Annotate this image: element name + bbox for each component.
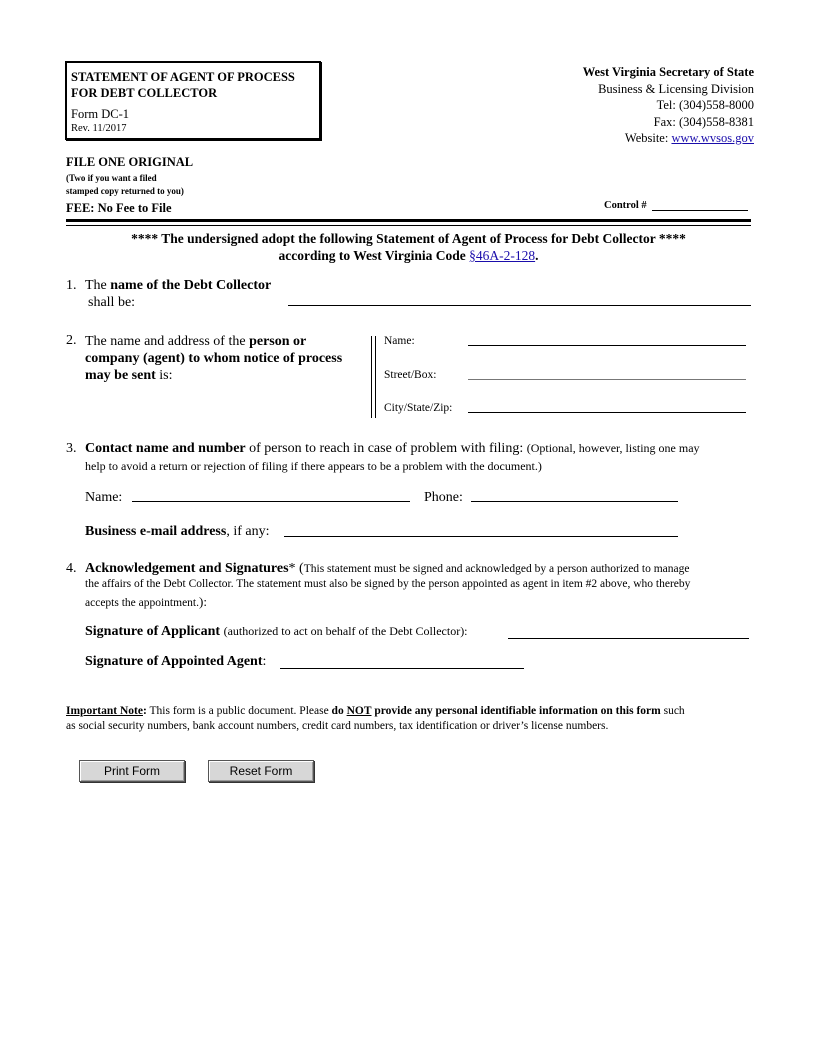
agent-name-label: Name: [384,335,415,347]
agent-street-field[interactable] [468,364,746,380]
contact-phone-field[interactable] [471,485,678,502]
agency-division: Business & Licensing Division [598,81,754,96]
heading-line2-suffix: . [535,248,539,263]
form-id-box [65,61,321,140]
item1-text [85,278,271,294]
agency-name: West Virginia Secretary of State [582,65,754,79]
agent-city-label: City/State/Zip: [384,402,453,414]
important-label: Important Note [66,705,143,717]
divider-thick [66,219,751,222]
agent-street-label: Street/Box: [384,369,437,381]
file-note [66,172,184,197]
applicant-signature-label [85,624,468,640]
agent-signature-field[interactable] [280,651,524,669]
agent-name-field[interactable] [468,330,746,346]
item1-number: 1. [66,278,77,293]
file-one-original: FILE ONE ORIGINAL [66,155,194,169]
item2-bold2: company (agent) to whom notice of process [85,351,343,366]
item2-text-pre: The name and address of the [85,334,246,349]
important-bold: provide any personal identifiable information on this form [374,705,661,717]
file-note-line2: stamped copy returned to you) [66,185,184,196]
item2-bold3: may be sent [85,368,156,383]
control-number-line [652,210,748,211]
item4-note-line3-wrap [85,594,207,610]
item4-note-line1: This statement must be signed and acknowledged by a person authorized to manage [303,563,690,575]
item2-bold1: person or [249,334,307,349]
applicant-bold: Signature of Applicant [85,624,221,639]
agency-info [583,64,754,147]
website-label: Website: [624,131,669,145]
item4-note-line2: the affairs of the Debt Collector. The statement must also be signed by the person appointed as agent in item #2 above, who thereby [85,578,691,590]
agency-website [583,130,754,147]
agency-tel: Tel: (304)558-8000 [656,98,754,112]
item4-number: 4. [66,561,77,576]
file-note-line1: (Two if you want a filed [66,173,157,183]
important-not: NOT [346,705,372,717]
item3-desc: of person to reach in case of problem with filing: [249,441,524,456]
item2-number: 2. [66,333,77,348]
item3-number: 3. [66,441,77,456]
contact-name-label: Name: [85,490,123,505]
item3-optional-line1: (Optional, however, listing one may [526,441,700,455]
item3-bold: Contact name and number [85,441,246,456]
item2-text [85,333,365,384]
item2-text-post: is: [159,368,173,383]
important-text1: This form is a public document. Please [149,705,329,717]
item4-text [85,561,690,577]
heading-line2 [66,247,751,264]
email-label [85,524,269,540]
reset-form-button[interactable]: Reset Form [208,760,314,782]
statement-heading [66,230,751,264]
item3-optional-line2: help to avoid a return or rejection of filing if there appears to be a problem with the document.) [85,459,542,473]
agent-sig-bold: Signature of Appointed Agent [85,654,263,669]
business-email-field[interactable] [284,520,678,537]
debt-collector-name-field[interactable] [288,289,751,306]
contact-name-field[interactable] [132,485,410,502]
item1-text-bold: name of the Debt Collector [110,278,272,293]
control-label: Control # [604,200,647,211]
applicant-text: (authorized to act on behalf of the Debt Collector): [223,624,468,638]
item1-text-pre: The [85,278,107,293]
email-label-text: , if any: [226,524,270,539]
divider-thin [66,225,751,226]
contact-phone-label: Phone: [424,490,463,505]
heading-line2-prefix: according to West Virginia Code [278,248,466,263]
form-title-line1: STATEMENT OF AGENT OF PROCESS [71,70,295,84]
agent-sig-text: : [262,654,267,669]
heading-line1: **** The undersigned adopt the following Statement of Agent of Process for Debt Collector **** [131,231,686,246]
item1-text-line2: shall be: [88,295,136,310]
agency-fax: Fax: (304)558-8381 [653,114,754,129]
agent-signature-label [85,654,266,670]
important-note [66,705,685,717]
print-form-button[interactable]: Print Form [79,760,185,782]
item4-note-line3: accepts the appointment. [85,597,200,609]
important-colon: : [142,705,147,717]
important-line2: as social security numbers, bank account numbers, credit card numbers, tax identification or driver’s license numbers. [66,720,609,732]
item4-bold: Acknowledgement and Signatures [85,561,289,576]
form-title-line2: FOR DEBT COLLECTOR [71,86,218,100]
item3-text [85,441,700,457]
code-link[interactable]: §46A-2-128 [469,248,536,263]
important-do: do [331,705,344,717]
form-title [71,69,295,101]
important-text2: such [663,705,685,717]
form-number: Form DC-1 [71,107,129,121]
item4-note-close: ): [199,594,207,609]
website-link[interactable]: www.wvsos.gov [671,131,754,145]
item4-star: * ( [288,561,304,576]
agent-city-field[interactable] [468,397,746,413]
applicant-signature-field[interactable] [508,621,749,639]
email-label-bold: Business e-mail address [85,524,227,539]
agent-section-bar [371,336,376,418]
fee-text: FEE: No Fee to File [66,201,172,215]
form-revision: Rev. 11/2017 [71,123,127,134]
